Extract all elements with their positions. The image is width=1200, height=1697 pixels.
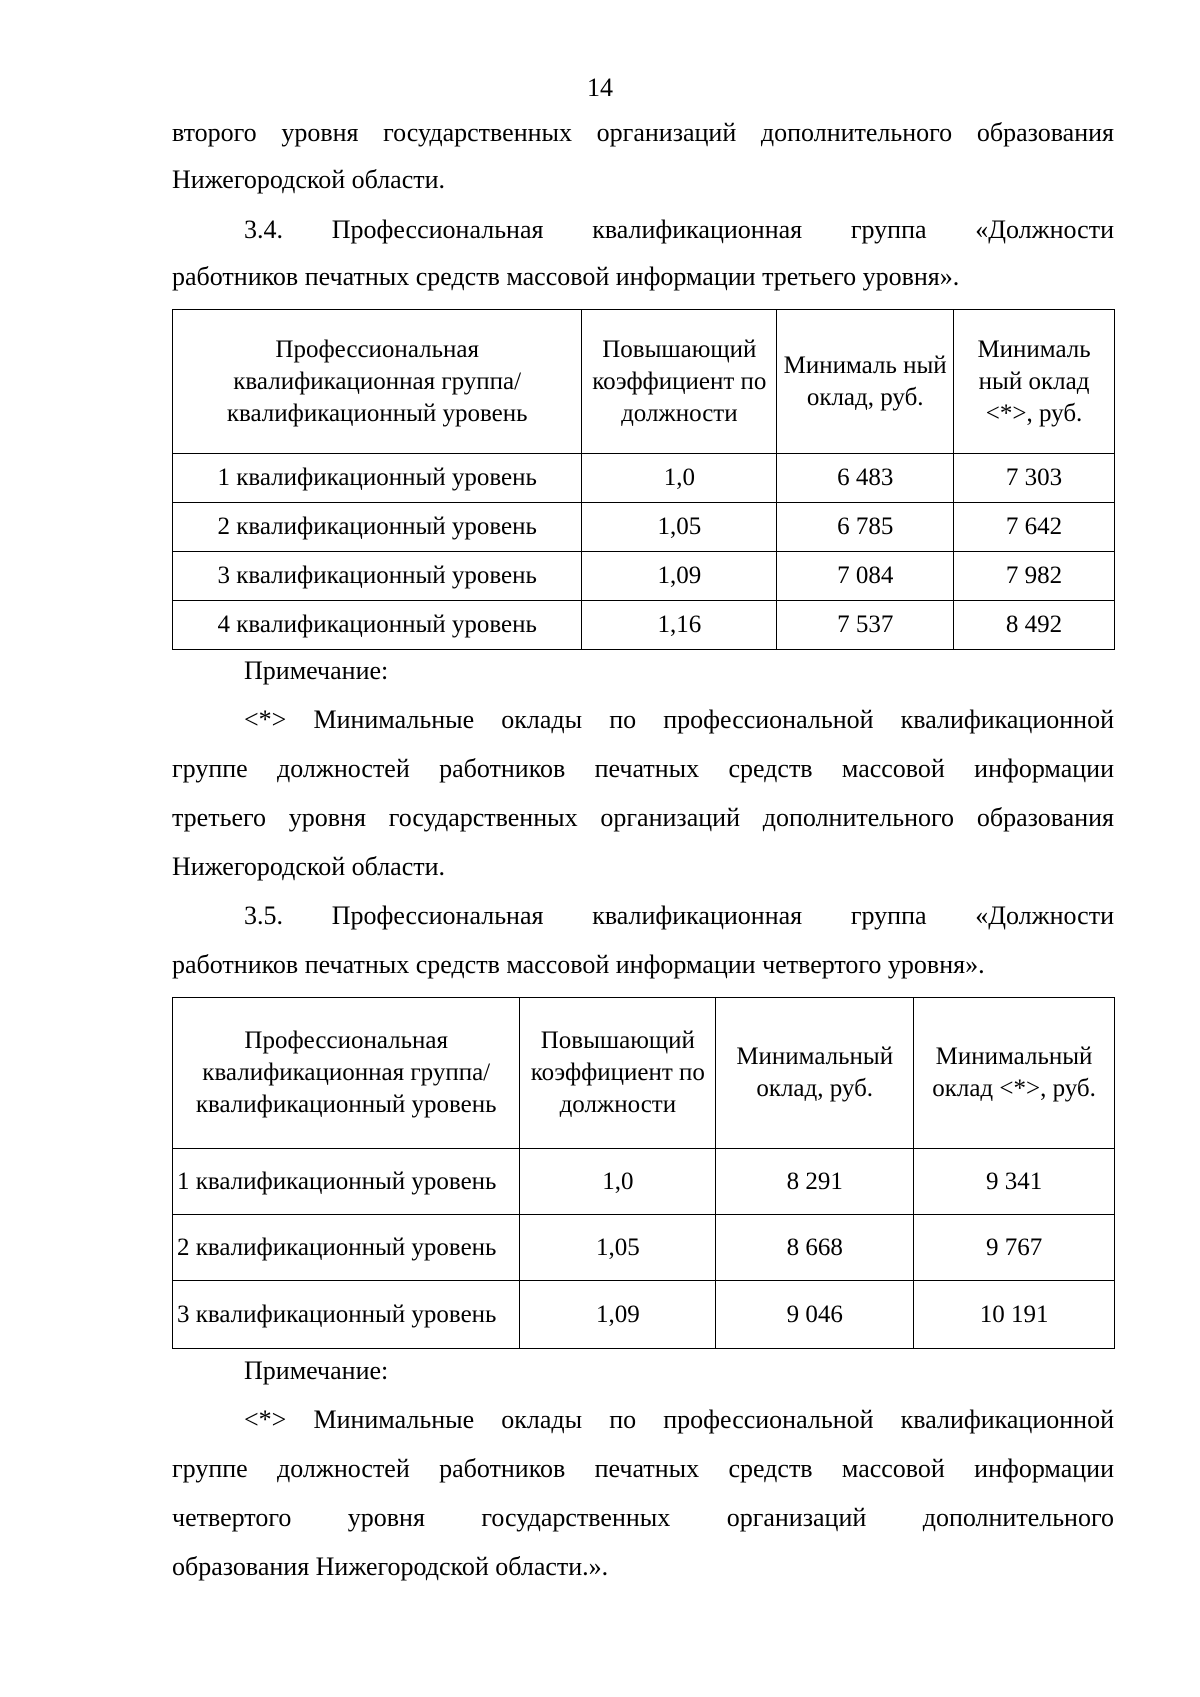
- table-row: [173, 1215, 1115, 1281]
- section-3-5-line-2: работников печатных средств массовой информации четвертого уровня».: [172, 950, 985, 979]
- note-3-4-title: Примечание:: [244, 656, 389, 685]
- table-cell-coefficient: 1,09: [582, 552, 777, 601]
- table-cell-level: 4 квалификационный уровень: [173, 601, 582, 650]
- table-row: [173, 1149, 1115, 1215]
- table-cell-coefficient: 1,05: [582, 503, 777, 552]
- note-3-4-line-4: Нижегородской области.: [172, 852, 446, 881]
- table-row: [173, 1281, 1115, 1349]
- note-3-5-line-1: <*> Минимальные оклады по профессиональной квалификационной: [244, 1405, 1114, 1434]
- table-cell-level: 1 квалификационный уровень: [173, 454, 582, 503]
- table-3-5-header-coefficient: Повышающий коэффициент по должности: [520, 998, 716, 1149]
- table-cell-coefficient: 1,0: [520, 1149, 716, 1215]
- table-cell-min-salary: 8 291: [716, 1149, 914, 1215]
- table-cell-min-salary: 9 046: [716, 1281, 914, 1349]
- table-cell-min-salary: 7 084: [777, 552, 954, 601]
- note-3-5-line-4: образования Нижегородской области.».: [172, 1552, 609, 1581]
- table-3-5-header-min-salary-note: Минимальный оклад <*>, руб.: [914, 998, 1115, 1149]
- table-cell-min-salary: 6 785: [777, 503, 954, 552]
- table-3-4: [172, 309, 1115, 650]
- table-cell-coefficient: 1,0: [582, 454, 777, 503]
- table-cell-level: 3 квалификационный уровень: [173, 552, 582, 601]
- table-cell-min-salary-note: 7 642: [954, 503, 1115, 552]
- section-3-5-line-1: 3.5. Профессиональная квалификационная группа «Должности: [244, 901, 1114, 930]
- intro-line-1: второго уровня государственных организаций дополнительного образования: [172, 118, 1114, 147]
- table-3-5-header-row: [173, 998, 1115, 1149]
- table-cell-min-salary-note: 7 982: [954, 552, 1115, 601]
- page-number: 14: [587, 73, 613, 102]
- table-3-4-header-row: [173, 310, 1115, 454]
- intro-line-2: Нижегородской области.: [172, 165, 446, 194]
- table-3-5-header-min-salary: Минимальный оклад, руб.: [716, 998, 914, 1149]
- note-3-4-line-1: <*> Минимальные оклады по профессиональной квалификационной: [244, 705, 1114, 734]
- table-row: [173, 601, 1115, 650]
- table-cell-level: 3 квалификационный уровень: [173, 1281, 520, 1349]
- table-3-4-header-min-salary-note: Минималь ный оклад <*>, руб.: [954, 310, 1115, 454]
- table-cell-min-salary-note: 9 341: [914, 1149, 1115, 1215]
- table-3-5: [172, 997, 1115, 1349]
- note-3-5-title: Примечание:: [244, 1356, 389, 1385]
- table-row: [173, 552, 1115, 601]
- table-row: [173, 503, 1115, 552]
- table-cell-min-salary: 7 537: [777, 601, 954, 650]
- table-cell-coefficient: 1,05: [520, 1215, 716, 1281]
- section-3-4-line-2: работников печатных средств массовой информации третьего уровня».: [172, 262, 960, 291]
- note-3-4-line-3: третьего уровня государственных организаций дополнительного образования: [172, 803, 1114, 832]
- table-cell-level: 2 квалификационный уровень: [173, 503, 582, 552]
- table-3-4-header-group: Профессиональная квалификационная группа/квалификационный уровень: [173, 310, 582, 454]
- table-cell-min-salary: 8 668: [716, 1215, 914, 1281]
- table-3-5-header-group: Профессиональная квалификационная группа/квалификационный уровень: [173, 998, 520, 1149]
- table-cell-min-salary: 6 483: [777, 454, 954, 503]
- table-cell-min-salary-note: 10 191: [914, 1281, 1115, 1349]
- table-cell-min-salary-note: 8 492: [954, 601, 1115, 650]
- note-3-5-line-3: четвертого уровня государственных организаций дополнительного: [172, 1503, 1114, 1532]
- table-cell-level: 2 квалификационный уровень: [173, 1215, 520, 1281]
- table-cell-min-salary-note: 7 303: [954, 454, 1115, 503]
- table-cell-coefficient: 1,16: [582, 601, 777, 650]
- table-cell-min-salary-note: 9 767: [914, 1215, 1115, 1281]
- table-3-4-header-min-salary: Минималь ный оклад, руб.: [777, 310, 954, 454]
- note-3-5-line-2: группе должностей работников печатных средств массовой информации: [172, 1454, 1114, 1483]
- section-3-4-line-1: 3.4. Профессиональная квалификационная группа «Должности: [244, 215, 1114, 244]
- table-3-4-header-coefficient: Повышающий коэффициент по должности: [582, 310, 777, 454]
- table-row: [173, 454, 1115, 503]
- table-cell-level: 1 квалификационный уровень: [173, 1149, 520, 1215]
- table-cell-coefficient: 1,09: [520, 1281, 716, 1349]
- note-3-4-line-2: группе должностей работников печатных средств массовой информации: [172, 754, 1114, 783]
